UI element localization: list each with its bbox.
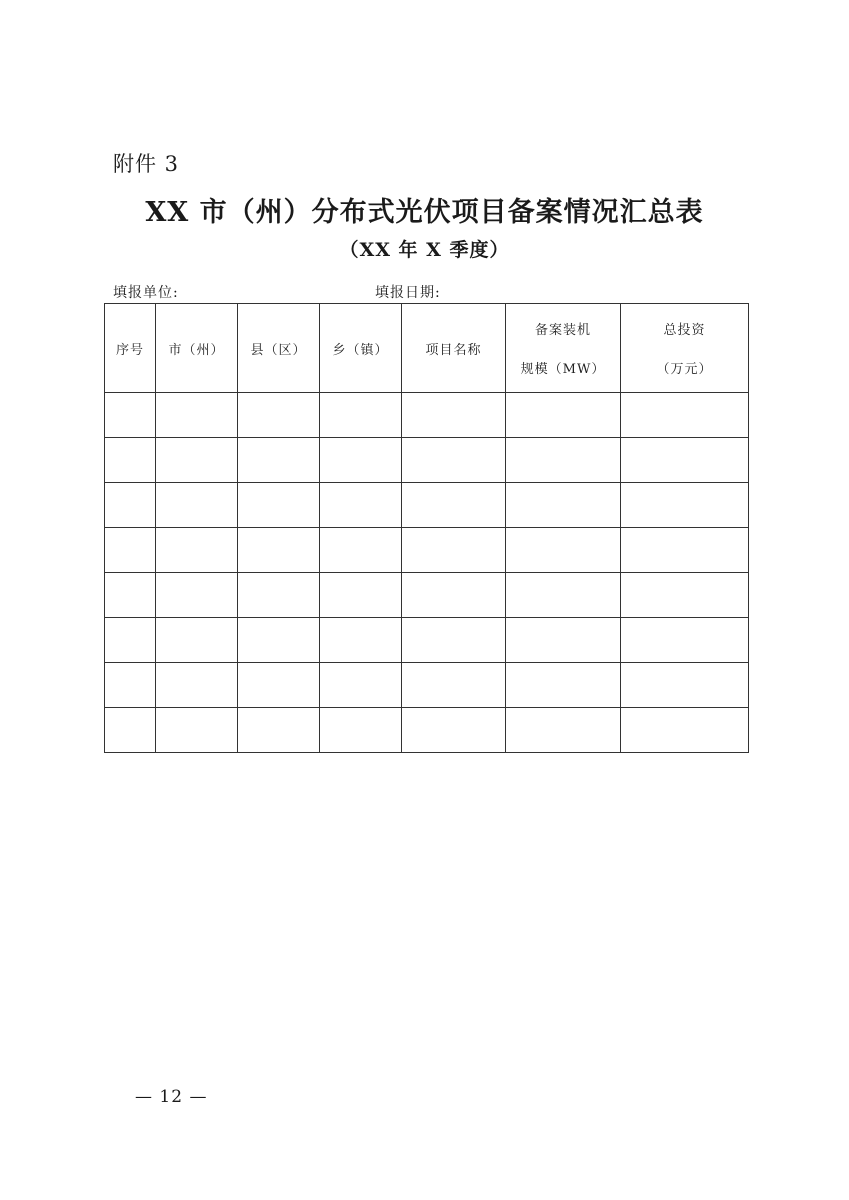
document-title: XX 市（州）分布式光伏项目备案情况汇总表 bbox=[145, 197, 704, 228]
table-cell bbox=[238, 528, 320, 573]
table-cell bbox=[402, 393, 506, 438]
summary-table bbox=[104, 303, 749, 753]
table-cell bbox=[402, 573, 506, 618]
header-county: 县（区） bbox=[238, 304, 320, 393]
table-cell bbox=[238, 663, 320, 708]
table-cell bbox=[105, 483, 156, 528]
header-city: 市（州） bbox=[156, 304, 238, 393]
table-cell bbox=[402, 663, 506, 708]
table-cell bbox=[156, 708, 238, 753]
table-cell bbox=[506, 528, 621, 573]
table-body bbox=[105, 393, 749, 753]
table-cell bbox=[238, 618, 320, 663]
table-cell bbox=[506, 573, 621, 618]
table-row bbox=[105, 708, 749, 753]
table-row bbox=[105, 573, 749, 618]
table-cell bbox=[156, 483, 238, 528]
header-investment-line2: （万元） bbox=[656, 362, 713, 377]
table-cell bbox=[506, 663, 621, 708]
table-cell bbox=[238, 708, 320, 753]
table-cell bbox=[156, 438, 238, 483]
table-cell bbox=[506, 483, 621, 528]
header-project-name: 项目名称 bbox=[402, 304, 506, 393]
table-cell bbox=[621, 483, 749, 528]
table-cell bbox=[238, 393, 320, 438]
table-cell bbox=[402, 708, 506, 753]
table-cell bbox=[402, 438, 506, 483]
table-cell bbox=[320, 393, 402, 438]
table-cell bbox=[320, 708, 402, 753]
table-cell bbox=[238, 573, 320, 618]
table-cell bbox=[320, 438, 402, 483]
table-cell bbox=[238, 438, 320, 483]
table-cell bbox=[105, 573, 156, 618]
table-cell bbox=[320, 573, 402, 618]
table-cell bbox=[506, 618, 621, 663]
table-cell bbox=[156, 618, 238, 663]
table-cell bbox=[320, 663, 402, 708]
table-cell bbox=[238, 483, 320, 528]
header-capacity-line1: 备案装机 bbox=[534, 323, 591, 338]
table-cell bbox=[621, 573, 749, 618]
table-cell bbox=[621, 618, 749, 663]
table-cell bbox=[320, 483, 402, 528]
attachment-label: 附件 3 bbox=[113, 152, 180, 176]
table-row bbox=[105, 483, 749, 528]
header-investment bbox=[621, 304, 749, 393]
table-row bbox=[105, 528, 749, 573]
table-cell bbox=[621, 528, 749, 573]
table-cell bbox=[156, 663, 238, 708]
header-capacity-line2: 规模（MW） bbox=[520, 362, 606, 377]
table-cell bbox=[506, 708, 621, 753]
table-cell bbox=[320, 528, 402, 573]
document-subtitle: （XX 年 X 季度） bbox=[339, 239, 510, 261]
fill-unit-label: 填报单位: bbox=[113, 285, 179, 301]
header-seq: 序号 bbox=[105, 304, 156, 393]
table-cell bbox=[105, 708, 156, 753]
table-cell bbox=[105, 618, 156, 663]
table-header-row bbox=[105, 304, 749, 393]
table-cell bbox=[105, 663, 156, 708]
table-cell bbox=[320, 618, 402, 663]
table-row bbox=[105, 438, 749, 483]
header-township: 乡（镇） bbox=[320, 304, 402, 393]
table-cell bbox=[156, 393, 238, 438]
table-cell bbox=[506, 393, 621, 438]
table-cell bbox=[402, 618, 506, 663]
table-cell bbox=[105, 528, 156, 573]
table-cell bbox=[156, 528, 238, 573]
header-capacity bbox=[506, 304, 621, 393]
table-row bbox=[105, 663, 749, 708]
table-cell bbox=[156, 573, 238, 618]
fill-date-label: 填报日期: bbox=[375, 285, 441, 301]
table-cell bbox=[506, 438, 621, 483]
table-cell bbox=[621, 393, 749, 438]
header-investment-line1: 总投资 bbox=[663, 323, 706, 338]
table-cell bbox=[402, 528, 506, 573]
table-cell bbox=[105, 393, 156, 438]
page-number: — 12 — bbox=[135, 1087, 208, 1107]
table-cell bbox=[105, 438, 156, 483]
table-row bbox=[105, 618, 749, 663]
table-cell bbox=[621, 663, 749, 708]
table-cell bbox=[621, 708, 749, 753]
table-row bbox=[105, 393, 749, 438]
table-cell bbox=[402, 483, 506, 528]
table-cell bbox=[621, 438, 749, 483]
